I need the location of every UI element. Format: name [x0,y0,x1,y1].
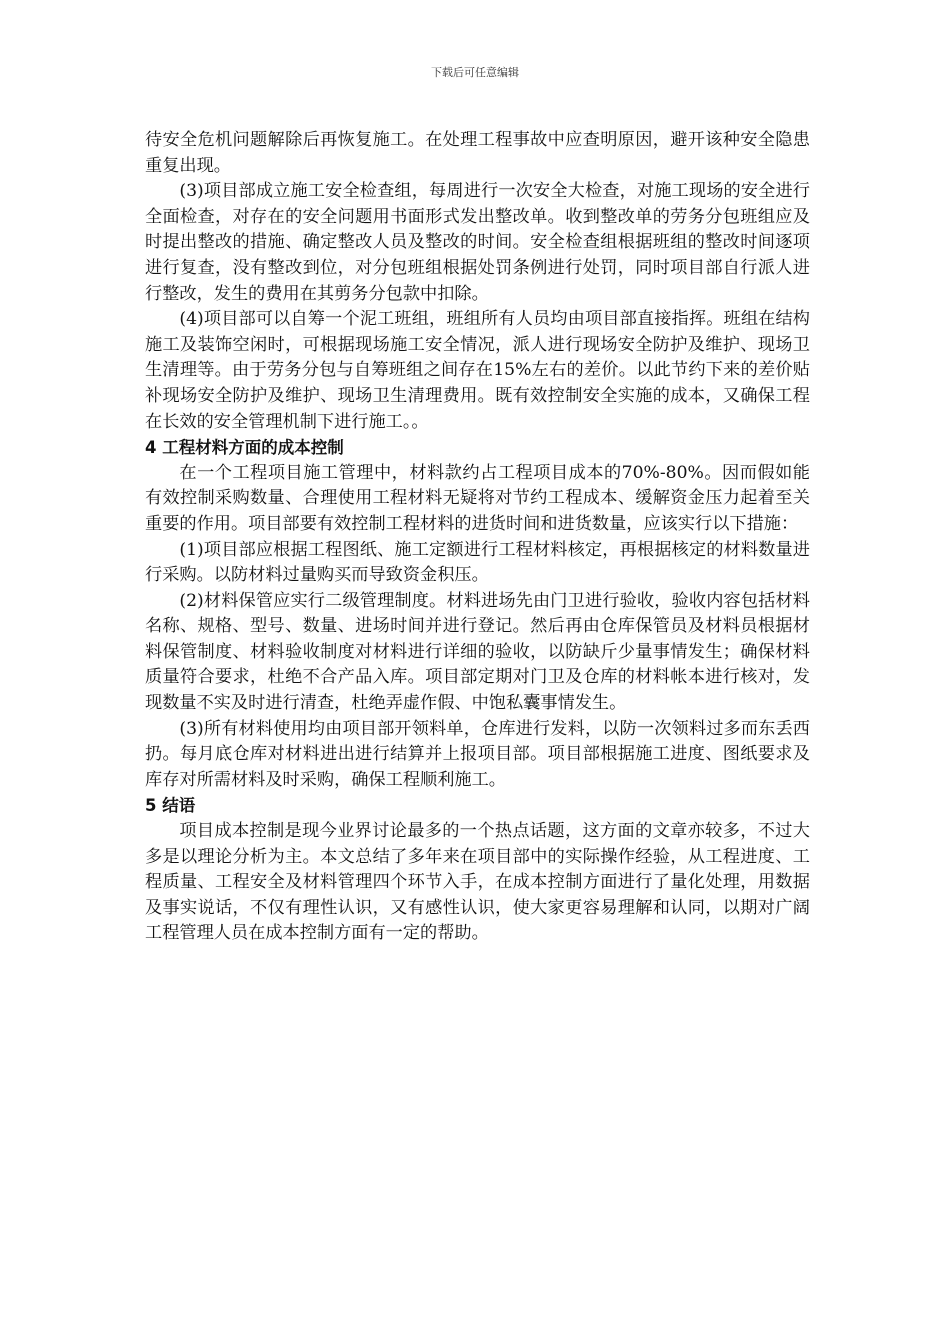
document-body [145,128,810,947]
page-header: 下载后可任意编辑 [431,66,519,79]
section-heading-conclusion: 5 结语 [145,796,196,816]
section-heading-materials: 4 工程材料方面的成本控制 [145,438,344,458]
paragraph-own-crew: (4)项目部可以自筹一个泥工班组，班组所有人员均由项目部直接指挥。班组在结构施工及装饰空闲时，可根据现场施工安全情况，派人进行现场安全防护及维护、现场卫生清理等。由于劳务分包与自筹班组之间存在15%左右的差价。以此节约下来的差价贴补现场安全防护及维护、现场卫生清理费用。既有效控制安全实施的成本，又确保工程在长效的安全管理机制下进行施工。。 [145,309,810,432]
paragraph-conclusion: 项目成本控制是现今业界讨论最多的一个热点话题，这方面的文章亦较多，不过大多是以理论分析为主。本文总结了多年来在项目部中的实际操作经验，从工程进度、工程质量、工程安全及材料管理四个环节入手，在成本控制方面进行了量化处理，用数据及事实说话，不仅有理性认识，又有感性认识，使大家更容易理解和认同，以期对广阔工程管理人员在成本控制方面有一定的帮助。 [145,821,810,944]
paragraph-materials-measure-2: (2)材料保管应实行二级管理制度。材料进场先由门卫进行验收，验收内容包括材料名称、规格、型号、数量、进场时间并进行登记。然后再由仓库保管员及材料员根据材料保管制度、材料验收制度对材料进行详细的验收，以防缺斤少量事情发生；确保材料质量符合要求，杜绝不合产品入库。项目部定期对门卫及仓库的材料帐本进行核对，发现数量不实及时进行清查，杜绝弄虚作假、中饱私囊事情发生。 [145,590,810,714]
paragraph-safety-inspection: (3)项目部成立施工安全检查组，每周进行一次安全大检查，对施工现场的安全进行全面检查，对存在的安全问题用书面形式发出整改单。收到整改单的劳务分包班组应及时提出整改的措施、确定整改人员及整改的时间。安全检查组根据班组的整改时间逐项进行复查，没有整改到位，对分包班组根据处罚条例进行处罚，同时项目部自行派人进行整改，发生的费用在其剪务分包款中扣除。 [145,181,810,304]
paragraph-materials-measure-1: (1)项目部应根据工程图纸、施工定额进行工程材料核定，再根据核定的材料数量进行采购。以防材料过量购买而导致资金积压。 [145,539,810,586]
paragraph-continuation: 待安全危机问题解除后再恢复施工。在处理工程事故中应查明原因，避开该种安全隐患重复出现。 [145,130,810,176]
paragraph-materials-intro: 在一个工程项目施工管理中，材料款约占工程项目成本的70%-80%。因而假如能有效控制采购数量、合理使用工程材料无疑将对节约工程成本、缓解资金压力起着至关重要的作用。项目部要有效控制工程材料的进货时间和进货数量，应该实行以下措施： [145,462,810,534]
paragraph-materials-measure-3: (3)所有材料使用均由项目部开领料单，仓库进行发料，以防一次领料过多而东丢西扔。每月底仓库对材料进出进行结算并上报项目部。项目部根据施工进度、图纸要求及库存对所需材料及时采购，确保工程顺利施工。 [145,718,810,790]
